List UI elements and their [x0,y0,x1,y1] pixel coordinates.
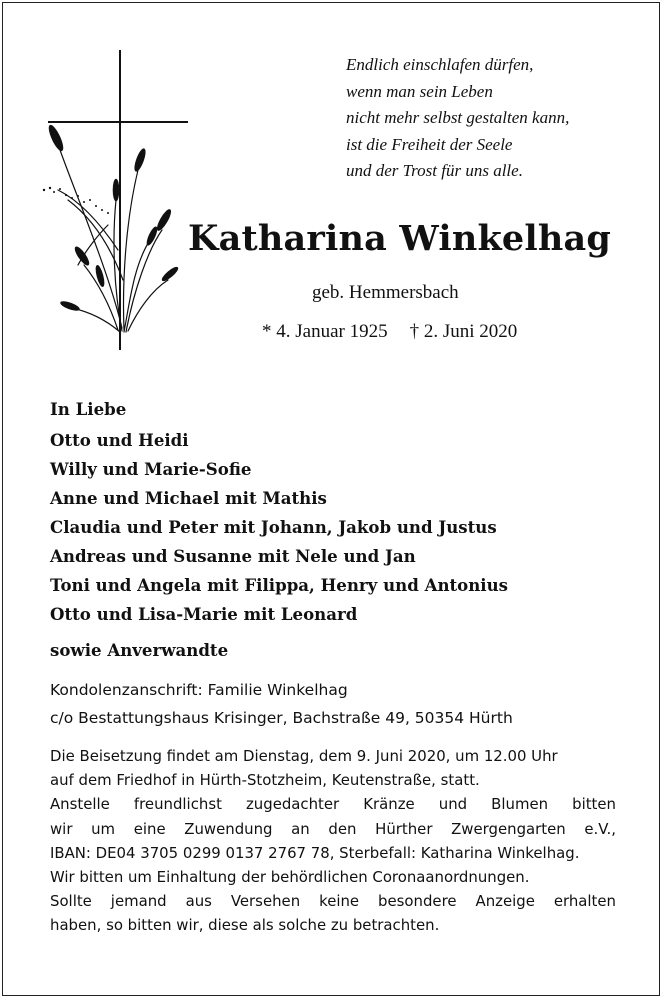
born-name: geb. Hemmersbach [312,282,459,303]
info-line: auf dem Friedhof in Hürth-Stotzheim, Keutenstraße, statt. [50,771,480,790]
mourner-line: Anne und Michael mit Mathis [50,488,327,508]
info-line: Wir bitten um Einhaltung der behördlichen Coronaanordnungen. [50,868,530,887]
mourners-list [50,396,650,663]
poem-line: und der Trost für uns alle. [346,161,523,180]
condolence-address [50,676,650,732]
mourners-heading: In Liebe [50,399,127,419]
info-line: IBAN: DE04 3705 0299 0137 2767 78, Sterbefall: Katharina Winkelhag. [50,843,580,862]
cross-with-wheat-icon [38,50,198,352]
info-line: wir um eine Zuwendung an den Hürther Zwergengarten e.V., [50,819,616,838]
mourner-line: Claudia und Peter mit Johann, Jakob und Justus [50,517,497,537]
info-line: Anstelle freundlichst zugedachter Kränze und Blumen bitten [50,795,616,814]
deceased-name: Katharina Winkelhag [188,218,612,259]
funeral-info [50,744,616,938]
life-dates [262,321,517,343]
address-line: Kondolenzanschrift: Familie Winkelhag [50,681,348,699]
mourner-line: Otto und Heidi [50,430,189,450]
poem-line: wenn man sein Leben [346,81,493,101]
mourner-line: Otto und Lisa-Marie mit Leonard [50,604,358,624]
mourner-line: Toni und Angela mit Filippa, Henry und Antonius [50,575,509,595]
info-line: Die Beisetzung findet am Dienstag, dem 9. Juni 2020, um 12.00 Uhr [50,747,558,765]
poem-line: Endlich einschlafen dürfen, [346,55,534,74]
poem-line: ist die Freiheit der Seele [346,134,513,154]
death-date: † 2. Juni 2020 [409,321,518,342]
mourner-line: Andreas und Susanne mit Nele und Jan [50,546,416,566]
address-line: c/o Bestattungshaus Krisinger, Bachstraße 49, 50354 Hürth [50,709,513,727]
poem [346,52,646,185]
birth-date: * 4. Januar 1925 [262,321,388,342]
info-line: haben, so bitten wir, diese als solche zu betrachten. [50,916,440,935]
poem-line: nicht mehr selbst gestalten kann, [346,108,570,127]
relatives-closing: sowie Anverwandte [50,640,229,660]
mourner-line: Willy und Marie-Sofie [50,459,252,479]
info-line: Sollte jemand aus Versehen keine besondere Anzeige erhalten [50,892,616,911]
